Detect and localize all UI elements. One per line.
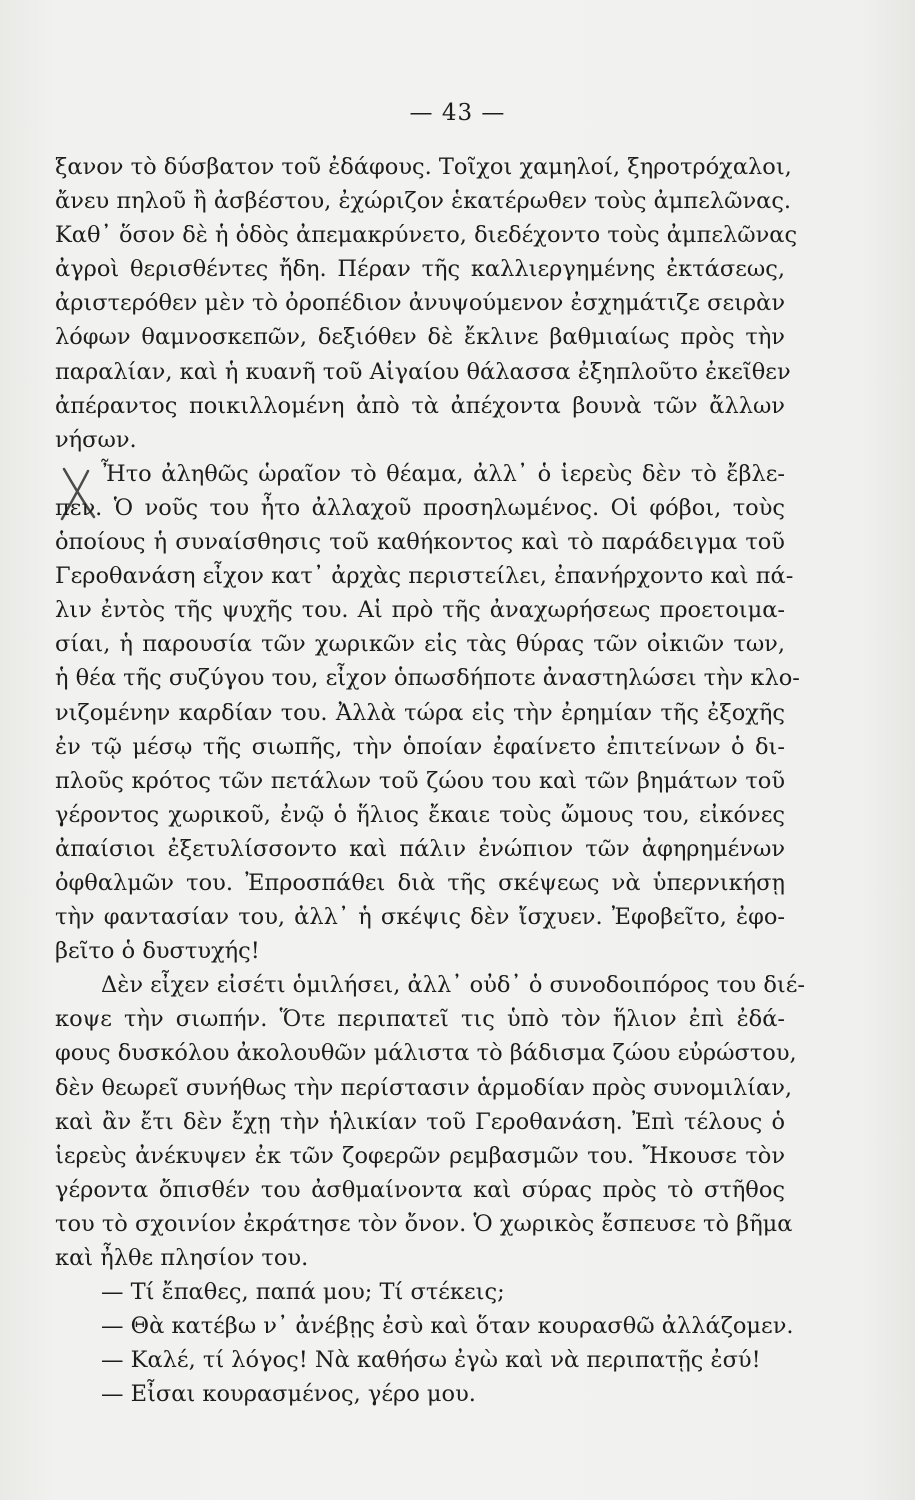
dialogue-line: — Καλέ, τί λόγος! Νὰ καθήσω ἐγὼ καὶ νὰ περιπατῇς ἐσύ! — [101, 1347, 761, 1374]
text-line: ἀγροὶ θερισθέντες ἤδη. Πέραν τῆς καλλιεργημένης ἐκτάσεως, — [55, 256, 785, 283]
text-line: δὲν θεωρεῖ συνήθως τὴν περίστασιν ἁρμοδίαν πρὸς συνομιλίαν, — [55, 1074, 793, 1101]
paragraph-start-line: Ἦτο ἀληθῶς ὡραῖον τὸ θέαμα, ἀλλ᾽ ὁ ἱερεὺς δὲν τὸ ἔβλε- — [101, 460, 785, 487]
text-line: γέροντος χωρικοῦ, ἐνῷ ὁ ἥλιος ἔκαιε τοὺς ὤμους του, εἰκόνες — [55, 801, 785, 828]
text-line: λόφων θαμνοσκεπῶν, δεξιόθεν δὲ ἔκλινε βαθμιαίως πρὸς τὴν — [55, 324, 785, 351]
text-line: ὁποίους ἡ συναίσθησις τοῦ καθήκοντος καὶ τὸ παράδειγμα τοῦ — [55, 529, 785, 556]
body-text — [55, 150, 806, 1411]
text-line: φους δυσκόλου ἀκολουθῶν μάλιστα τὸ βάδισμα ζώου εὐρώστου, — [55, 1040, 797, 1067]
text-line: ἀπαίσιοι ἐξετυλίσσοντο καὶ πάλιν ἐνώπιον τῶν ἀφηρημένων — [55, 835, 785, 862]
text-line: ἀπέραντος ποικιλλομένη ἀπὸ τὰ ἀπέχοντα βουνὰ τῶν ἄλλων — [55, 392, 785, 419]
page-number: — 43 — — [409, 100, 506, 126]
text-line: Γεροθανάση εἶχον κατ᾽ ἀρχὰς περιστείλει, ἐπανήρχοντο καὶ πά- — [55, 563, 794, 590]
dialogue-line: — Τί ἔπαθες, παπά μου; Τί στέκεις; — [101, 1279, 505, 1306]
text-line: παραλίαν, καὶ ἡ κυανῆ τοῦ Αἰγαίου θάλασσα ἐξηπλοῦτο ἐκεῖθεν — [55, 358, 791, 385]
text-line: καὶ ἦλθε πλησίον του. — [55, 1245, 309, 1271]
text-line: πλοῦς κρότος τῶν πετάλων τοῦ ζώου του καὶ τῶν βημάτων τοῦ — [55, 767, 785, 794]
text-line: σίαι, ἡ παρουσία τῶν χωρικῶν εἰς τὰς θύρας τῶν οἰκιῶν των, — [55, 631, 785, 658]
text-line: του τὸ σχοινίον ἐκράτησε τὸν ὄνον. Ὁ χωρικὸς ἔσπευσε τὸ βῆμα — [55, 1210, 793, 1237]
text-line: ἱερεὺς ἀνέκυψεν ἐκ τῶν ζοφερῶν ρεμβασμῶν του. Ἤκουσε τὸν — [55, 1142, 785, 1169]
text-line: λιν ἐντὸς τῆς ψυχῆς του. Αἱ πρὸ τῆς ἀναχωρήσεως προετοιμα- — [55, 597, 785, 624]
text-line: καὶ ἂν ἔτι δὲν ἔχῃ τὴν ἡλικίαν τοῦ Γεροθανάση. Ἐπὶ τέλους ὁ — [55, 1108, 785, 1135]
text-line: τὴν φαντασίαν του, ἀλλ᾽ ἡ σκέψις δὲν ἴσχυεν. Ἐφοβεῖτο, ἐφο- — [55, 904, 785, 931]
paragraph-start-line: Δὲν εἶχεν εἰσέτι ὁμιλήσει, ἀλλ᾽ οὐδ᾽ ὁ συνοδοιπόρος του διέ- — [101, 972, 806, 999]
dialogue-line: — Θὰ κατέβω ν᾽ ἀνέβῃς ἐσὺ καὶ ὅταν κουρασθῶ ἀλλάζομεν. — [101, 1313, 794, 1340]
text-line: βεῖτο ὁ δυστυχής! — [55, 938, 260, 965]
text-line: ἡ θέα τῆς συζύγου του, εἶχον ὁπωσδήποτε ἀναστηλώσει τὴν κλο- — [55, 665, 800, 692]
dialogue-line: — Εἶσαι κουρασμένος, γέρο μου. — [101, 1381, 476, 1408]
text-line: κοψε τὴν σιωπήν. Ὅτε περιπατεῖ τις ὑπὸ τὸν ἥλιον ἐπὶ ἐδά- — [55, 1006, 785, 1033]
text-line: ἄνευ πηλοῦ ἢ ἀσβέστου, ἐχώριζον ἑκατέρωθεν τοὺς ἀμπελῶνας. — [55, 188, 792, 215]
text-line: γέροντα ὄπισθέν του ἀσθμαίνοντα καὶ σύρας πρὸς τὸ στῆθος — [55, 1176, 785, 1203]
text-line: Καθ᾽ ὅσον δὲ ἡ ὁδὸς ἀπεμακρύνετο, διεδέχοντο τοὺς ἀμπελῶνας — [55, 222, 798, 249]
text-line: ἐν τῷ μέσῳ τῆς σιωπῆς, τὴν ὁποίαν ἐφαίνετο ἐπιτείνων ὁ δι- — [55, 733, 785, 760]
text-line: νήσων. — [55, 426, 137, 453]
text-line: νιζομένην καρδίαν του. Ἀλλὰ τώρα εἰς τὴν ἐρημίαν τῆς ἐξοχῆς — [55, 699, 785, 726]
text-line: ὀφθαλμῶν του. Ἐπροσπάθει διὰ τῆς σκέψεως νὰ ὑπερνικήσῃ — [55, 869, 785, 896]
text-line: ἀριστερόθεν μὲν τὸ ὀροπέδιον ἀνυψούμενον ἐσχημάτιζε σειρὰν — [55, 290, 786, 317]
text-line: ξανον τὸ δύσβατον τοῦ ἐδάφους. Τοῖχοι χαμηλοί, ξηροτρόχαλοι, — [55, 154, 792, 180]
text-line: πεν. Ὁ νοῦς του ἦτο ἀλλαχοῦ προσηλωμένος. Οἱ φόβοι, τοὺς — [55, 494, 785, 521]
